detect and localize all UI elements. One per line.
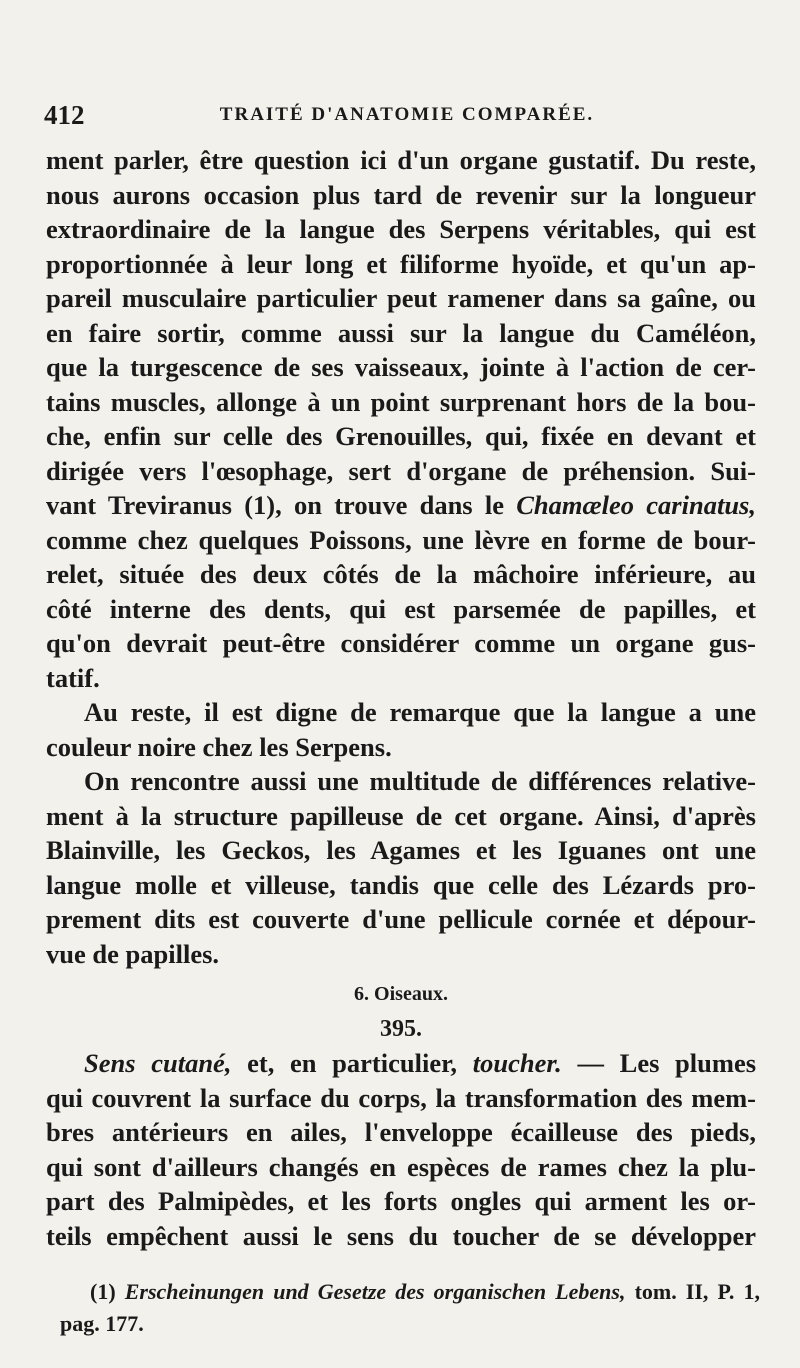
text-line — [46, 488, 756, 523]
text-line: pareil musculaire particulier peut ramener dans sa gaîne, ou — [46, 283, 756, 313]
species-name: Chamæleo carinatus, — [516, 490, 756, 520]
text-line: tatif. — [46, 662, 100, 693]
page-header — [44, 100, 770, 140]
footnote-ref: tom. II, P. 1, — [634, 1279, 761, 1304]
text-line: ment parler, être question ici d'un organe gustatif. Du reste, — [46, 145, 756, 175]
footnote-line — [60, 1276, 760, 1308]
text-line: dirigée vers l'œsophage, sert d'organe de préhension. Sui- — [46, 455, 756, 486]
text-line — [46, 1046, 756, 1081]
text-line: On rencontre aussi une multitude de différences relative- — [84, 766, 756, 796]
text-line: qui sont d'ailleurs changés en espèces de rames chez la plu- — [46, 1151, 756, 1182]
text-line: tains muscles, allonge à un point surprenant hors de la bou- — [46, 386, 756, 417]
text-line: prement dits est couverte d'une pellicule cornée et dépour- — [46, 904, 756, 934]
text-segment: et, en particulier, — [247, 1048, 458, 1078]
text-line: ment à la structure papilleuse de cet organe. Ainsi, d'après — [46, 800, 756, 831]
text-line: comme chez quelques Poissons, une lèvre en forme de bour- — [46, 524, 756, 555]
italic-term: Sens cutané, — [84, 1048, 232, 1078]
text-line: langue molle et villeuse, tandis que celle des Lézards pro- — [46, 869, 756, 900]
text-line: Blainville, les Geckos, les Agames et les Iguanes ont une — [46, 835, 756, 865]
italic-term: toucher. — [472, 1048, 562, 1078]
text-line: extraordinaire de la langue des Serpens véritables, qui est — [46, 214, 756, 244]
text-line: en faire sortir, comme aussi sur la langue du Caméléon, — [46, 317, 756, 348]
text-line: couleur noire chez les Serpens. — [46, 731, 392, 762]
text-line: qui couvrent la surface du corps, la transformation des mem- — [46, 1082, 756, 1113]
text-line: nous aurons occasion plus tard de revenir sur la longueur — [46, 179, 756, 210]
footnote — [60, 1276, 760, 1340]
page-number: 412 — [44, 100, 85, 130]
text-line: part des Palmipèdes, et les forts ongles qui arment les or- — [46, 1186, 756, 1216]
text-line: qu'on devrait peut-être considérer comme un organe gus- — [46, 628, 756, 658]
footnote-line: pag. 177. — [60, 1311, 144, 1336]
text-segment: — Les plumes — [577, 1048, 756, 1078]
text-line: Au reste, il est digne de remarque que la langue a une — [84, 697, 756, 727]
footnote-title: Erscheinungen und Gesetze des organischen Lebens, — [124, 1279, 626, 1304]
section-title: 6. Oiseaux. — [354, 983, 448, 1005]
body-text — [46, 143, 756, 1253]
text-segment: vant Treviranus (1), on trouve dans le — [46, 490, 504, 520]
text-line: que la turgescence de ses vaisseaux, jointe à l'action de cer- — [46, 352, 756, 382]
text-line: proportionnée à leur long et filiforme hyoïde, et qu'un ap- — [46, 248, 756, 279]
text-line: teils empêchent aussi le sens du toucher de se développer — [46, 1220, 756, 1251]
text-line: che, enfin sur celle des Grenouilles, qui, fixée en devant et — [46, 421, 756, 451]
footnote-marker: (1) — [90, 1279, 116, 1304]
text-line: vue de papilles. — [46, 938, 220, 969]
text-line: bres antérieurs en ailes, l'enveloppe écailleuse des pieds, — [46, 1117, 756, 1147]
text-line: relet, située des deux côtés de la mâchoire inférieure, au — [46, 559, 756, 589]
text-line: côté interne des dents, qui est parsemée de papilles, et — [46, 593, 756, 624]
running-title: TRAITÉ D'ANATOMIE COMPARÉE. — [219, 104, 595, 125]
section-number: 395. — [380, 1015, 422, 1042]
